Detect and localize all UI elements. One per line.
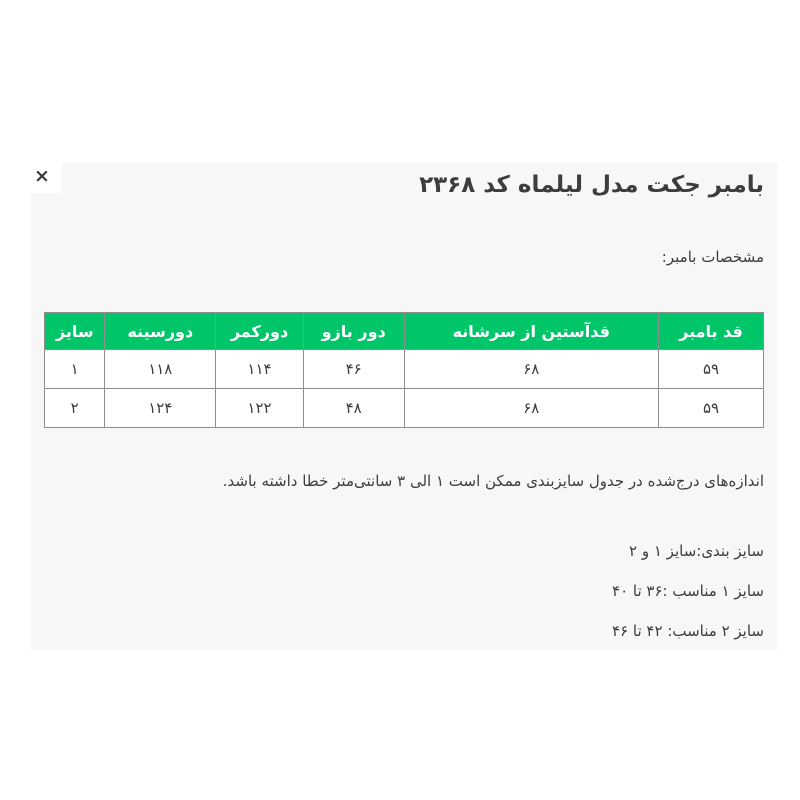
- col-header-bomber-length: قد بامبر: [659, 313, 764, 350]
- size-guide-panel: [31, 163, 777, 650]
- cell-size: ۲: [45, 389, 105, 428]
- size-table-header-row: [45, 313, 764, 350]
- table-row-size-1: [45, 350, 764, 389]
- cell-chest-circumference: ۱۲۴: [105, 389, 216, 428]
- cell-arm-circumference: ۴۶: [303, 350, 404, 389]
- col-header-arm-circumference: دور بازو: [303, 313, 404, 350]
- col-header-waist-circumference: دورکمر: [216, 313, 304, 350]
- cell-arm-circumference: ۴۸: [303, 389, 404, 428]
- col-header-size: سایز: [45, 313, 105, 350]
- tolerance-note: اندازه‌های درج‌شده در جدول سایزبندی ممکن است ۱ الی ۳ سانتی‌متر خطا داشته باشد.: [222, 472, 764, 490]
- cell-waist-circumference: ۱۲۲: [216, 389, 304, 428]
- col-header-sleeve-from-shoulder: قدآستین از سرشانه: [404, 313, 659, 350]
- col-header-chest-circumference: دورسینه: [105, 313, 216, 350]
- close-button[interactable]: [22, 150, 62, 193]
- cell-bomber-length: ۵۹: [659, 350, 764, 389]
- cell-size: ۱: [45, 350, 105, 389]
- close-icon: ×: [34, 164, 50, 187]
- cell-bomber-length: ۵۹: [659, 389, 764, 428]
- sizing-summary-line: سایز بندی:سایز ۱ و ۲: [629, 542, 764, 560]
- cell-chest-circumference: ۱۱۸: [105, 350, 216, 389]
- size-1-fit-line: سایز ۱ مناسب :۳۶ تا ۴۰: [612, 582, 764, 600]
- size-table: [44, 312, 764, 428]
- table-row-size-2: [45, 389, 764, 428]
- cell-sleeve-from-shoulder: ۶۸: [404, 350, 659, 389]
- product-title: بامبر جکت مدل لیلماه کد ۲۳۶۸: [419, 172, 764, 198]
- specs-label: مشخصات بامبر:: [661, 248, 764, 266]
- cell-waist-circumference: ۱۱۴: [216, 350, 304, 389]
- cell-sleeve-from-shoulder: ۶۸: [404, 389, 659, 428]
- size-2-fit-line: سایز ۲ مناسب: ۴۲ تا ۴۶: [612, 622, 764, 640]
